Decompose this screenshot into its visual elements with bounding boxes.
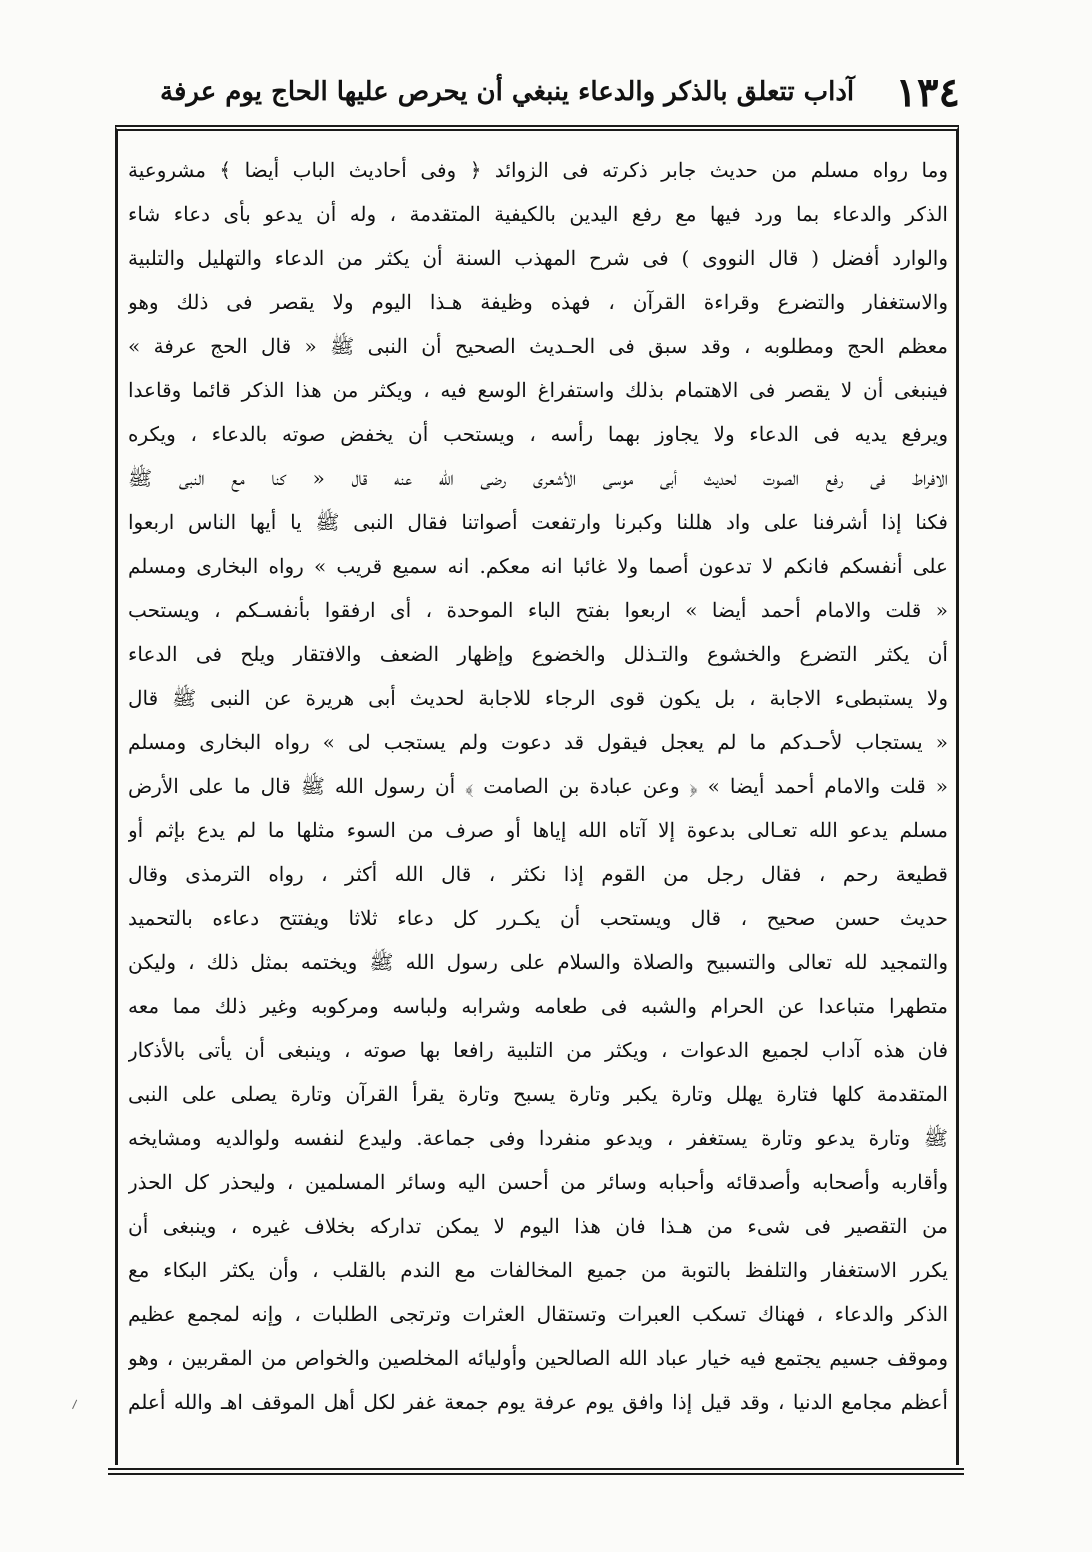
text-line: ﷺ وتارة يدعو وتارة يستغفر ، ويدعو منفردا وفى جماعة. وليدع لنفسه ولوالديه ومشايخه [128,1126,948,1150]
text-line: وما رواه مسلم من حديث جابر ذكرته فى الزوائد ﴿ وفى أحاديث الباب أيضا ﴾ مشروعية [128,158,948,182]
text-line: « قلت والامام أحمد أيضا » ﴿ وعن عبادة بن الصامت ﴾ أن رسول الله ﷺ قال ما على الأرض [128,774,948,798]
page-number: ١٣٤ [895,68,960,116]
text-line: ولا يستبطىء الاجابة ، بل يكون قوى الرجاء للاجابة لحديث أبى هريرة عن النبى ﷺ قال [128,686,948,710]
text-line: المتقدمة كلها فتارة يهلل وتارة يكبر وتارة يسبح وتارة يقرأ القرآن وتارة يصلى على النبى [128,1082,948,1106]
text-line: وموقف جسيم يجتمع فيه خيار عباد الله الصالحين وأوليائه المخلصين والخواص من المقربين ، وهو [128,1346,948,1370]
text-line: من التقصير فى شىء من هـذا فان هذا اليوم لا يمكن تداركه بخلاف غيره ، وينبغى أن [128,1214,948,1238]
text-line: فكنا إذا أشرفنا على واد هللنا وكبرنا وارتفعت أصواتنا فقال النبى ﷺ يا أيها الناس اربعوا [128,510,948,534]
margin-mark [72,1400,80,1411]
text-line: والوارد أفضل ( قال النووى ) فى شرح المهذب السنة أن يكثر من الدعاء والتهليل والتلبية [128,246,948,270]
text-line: ويرفع يديه فى الدعاء ولا يجاوز بهما رأسه ، ويستحب أن يخفض صوته بالدعاء ، ويكره [128,422,948,446]
running-title: آداب تتعلق بالذكر والدعاء ينبغي أن يحرص عليها الحاج يوم عرفة [160,77,855,107]
text-line: « يستجاب لأحـدكم ما لم يعجل فيقول قد دعوت ولم يستجب لى » رواه البخارى ومسلم [128,730,948,754]
text-line: الافراط فى رفع الصوت لحديث أبى موسى الأشعرى رضى الله عنه قال « كنا مع النبى ﷺ [128,466,948,490]
text-line: على أنفسكم فانكم لا تدعون أصما ولا غائبا انه معكم. انه سميع قريب » رواه البخارى ومسلم [128,554,948,578]
text-line: معظم الحج ومطلوبه ، وقد سبق فى الحـديث الصحيح أن النبى ﷺ « قال الحج عرفة » [128,334,948,358]
text-line: « قلت والامام أحمد أيضا » اربعوا بفتح الباء الموحدة ، أى ارفقوا بأنفسـكم ، ويستحب [128,598,948,622]
text-line: الذكر والدعاء بما ورد فيها مع رفع اليدين بالكيفية المتقدمة ، وله أن يدعو بأى دعاء شاء [128,202,948,226]
text-line: حديث حسن صحيح ، قال ويستحب أن يكـرر كل دعاء ثلاثا ويفتتح دعاءه بالتحميد [128,906,948,930]
text-line: يكرر الاستغفار والتلفظ بالتوبة من جميع المخالفات مع الندم بالقلب ، وأن يكثر البكاء مع [128,1258,948,1282]
text-line: أن يكثر التضرع والخشوع والتـذلل والخضوع وإظهار الضعف والافتقار ويلح فى الدعاء [128,642,948,666]
text-line: فينبغى أن لا يقصر فى الاهتمام بذلك واستفراغ الوسع فيه ، ويكثر من هذا الذكر قائما وقاعدا [128,378,948,402]
text-line: الذكر والدعاء ، فهناك تسكب العبرات وتستقال العثرات وترتجى الطلبات ، وإنه لمجمع عظيم [128,1302,948,1326]
text-line: فان هذه آداب لجميع الدعوات ، ويكثر من التلبية رافعا بها صوته ، وينبغى أن يأتى بالأذكار [128,1038,948,1062]
bottom-rule [108,1468,964,1482]
text-line: وأقاربه وأصحابه وأصدقائه وأحبابه وسائر من أحسن اليه وسائر المسلمين ، وليحذر كل الحذر [128,1170,948,1194]
body-text [128,148,948,1424]
text-line: والتمجيد لله تعالى والتسبيح والصلاة والسلام على رسول الله ﷺ ويختمه بمثل ذلك ، وليكن [128,950,948,974]
text-line: أعظم مجامع الدنيا ، وقد قيل إذا وافق يوم عرفة يوم جمعة غفر لكل أهل الموقف اهـ والله أعلم [128,1390,948,1414]
text-line: والاستغفار والتضرع وقراءة القرآن ، فهذه وظيفة هـذا اليوم ولا يقصر فى ذلك وهو [128,290,948,314]
text-line: مسلم يدعو الله تعـالى بدعوة إلا آتاه الله إياها أو صرف من السوء مثلها ما لم يدع بإثم أو [128,818,948,842]
text-line: متطهرا متباعدا عن الحرام والشبه فى طعامه وشرابه ولباسه ومركوبه وغير ذلك مما معه [128,994,948,1018]
page-header [160,62,960,122]
text-line: قطيعة رحم ، فقال رجل من القوم إذا نكثر ، قال الله أكثر ، رواه الترمذى وقال [128,862,948,886]
